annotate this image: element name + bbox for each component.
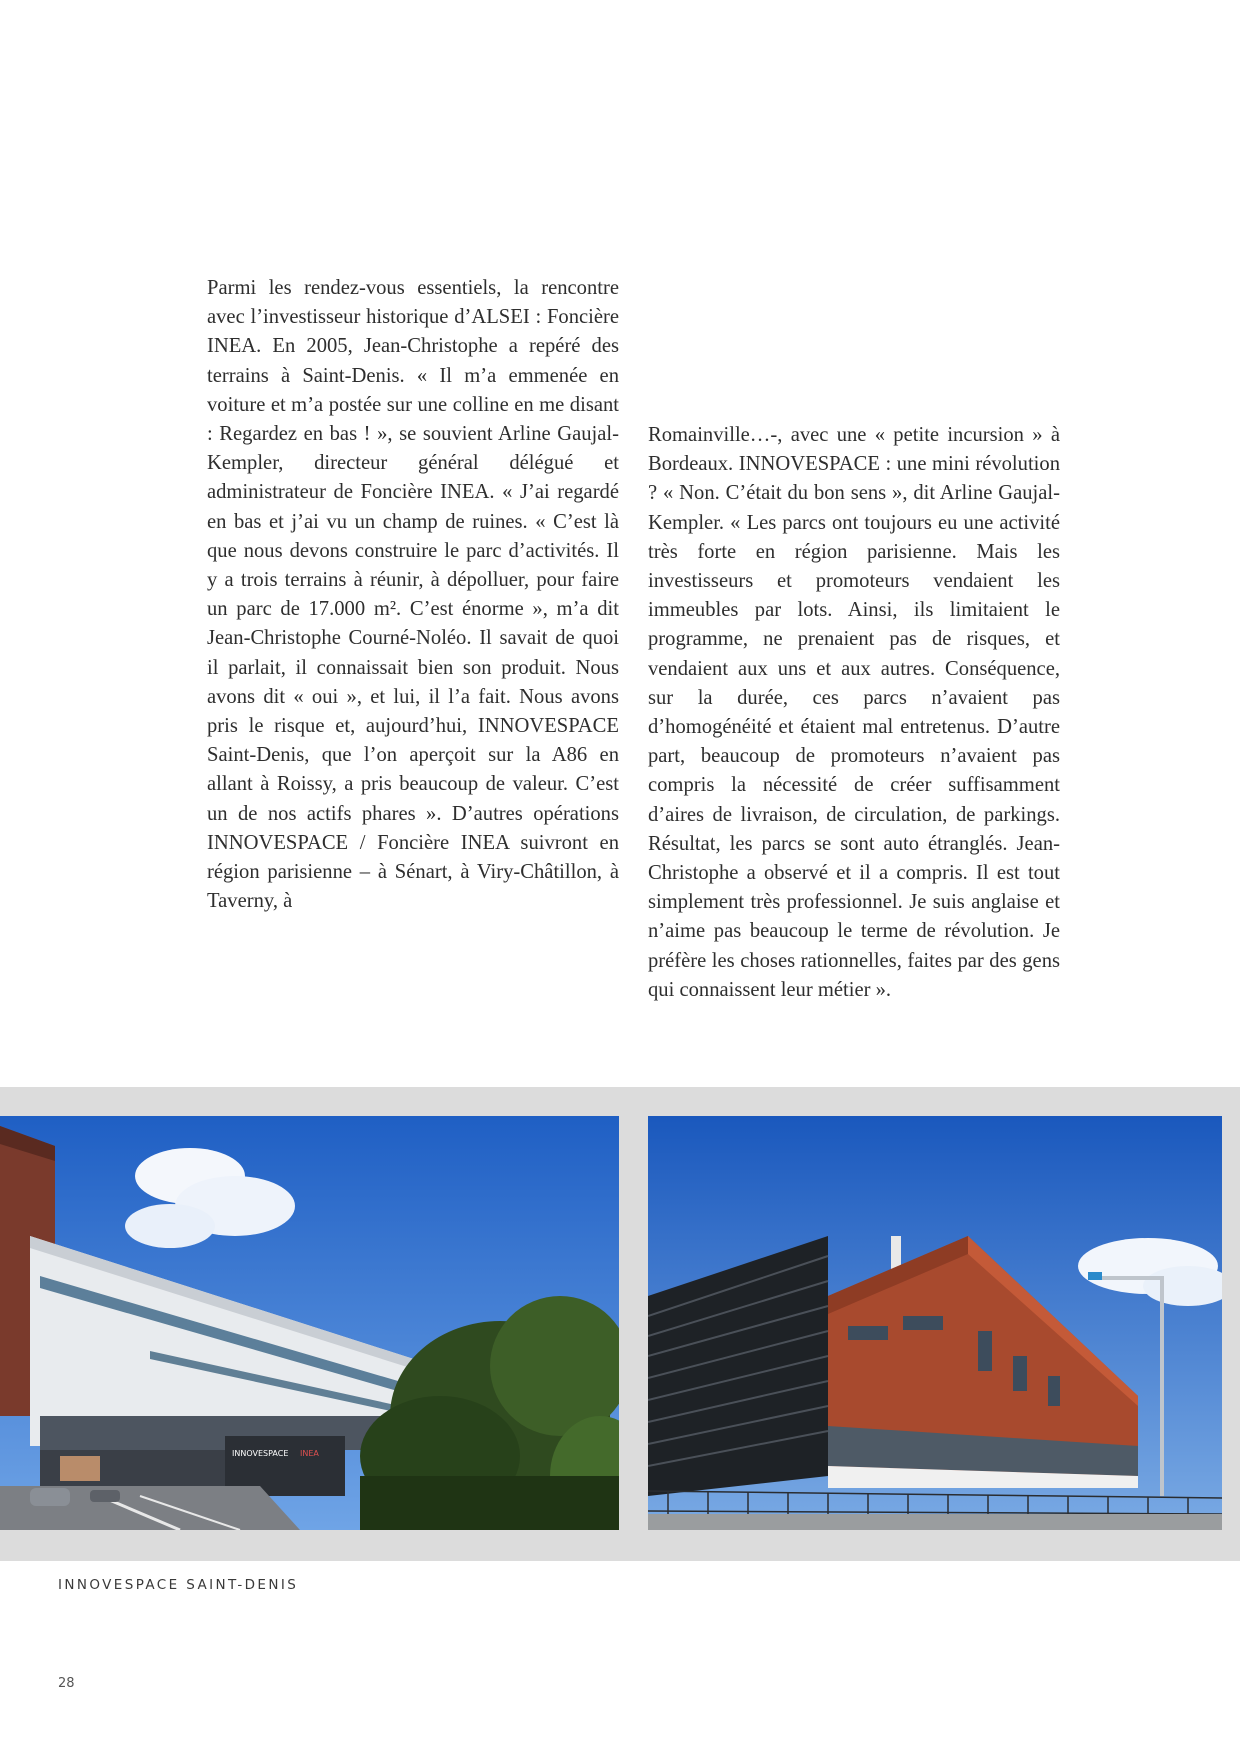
- article-paragraph-right: Romainville…-, avec une « petite incursion » à Bordeaux. INNOVESPACE : une mini révolution ? « Non. C’était du bon sens », dit Arline Gaujal-Kempler. « Les parcs ont toujours eu une activité très forte en région parisienne. Mais les investisseurs et promoteurs vendaient les immeubles par lots. Ainsi, ils limitaient le programme, ne prenaient pas de risques, et vendaient aux uns et aux autres. Conséquence, sur la durée, ces parcs n’avaient pas d’homogénéité et étaient mal entretenus. D’autre part, beaucoup de promoteurs n’avaient pas compris la nécessité de créer suffisamment d’aires de livraison, de circulation, de parkings. Résultat, les parcs se sont auto étranglés. Jean-Christophe a observé et il a compris. Il est tout simplement très professionnel. Je suis anglaise et n’aime pas beaucoup le terme de révolution. Je préfère les choses rationnelles, faites par des gens qui connaissent leur métier ».: [648, 424, 1060, 1001]
- photo-innovespace-white-building: [0, 1116, 619, 1530]
- photo-innovespace-red-building: [648, 1116, 1222, 1530]
- innovespace-sign-text: INNOVESPACE: [232, 1449, 289, 1458]
- inea-sign-text: INEA: [300, 1449, 319, 1458]
- photo-band: [0, 1087, 1240, 1561]
- photo-left-drawing: [0, 1116, 619, 1530]
- article-paragraph-left: Parmi les rendez-vous essentiels, la rencontre avec l’investisseur historique d’ALSEI : Foncière INEA. En 2005, Jean-Christophe a repéré des terrains à Saint-Denis. « Il m’a emmenée en voiture et m’a postée sur une colline en me disant : Regardez en bas ! », se souvient Arline Gaujal-Kempler, directeur général délégué et administrateur de Foncière INEA. « J’ai regardé en bas et j’ai vu un champ de ruines. « C’est là que nous devons construire le parc d’activités. Il y a trois terrains à réunir, à dépolluer, pour faire un parc de 17.000 m². C’est énorme », m’a dit Jean-Christophe Courné-Noléo. Il savait de quoi il parlait, il connaissait bien son produit. Nous avons dit « oui », et lui, il l’a fait. Nous avons pris le risque et, aujourd’hui, INNOVESPACE Saint-Denis, que l’on aperçoit sur la A86 en allant à Roissy, a pris beaucoup de valeur. C’est un de nos actifs phares ». D’autres opérations INNOVESPACE / Foncière INEA suivront en région parisienne – à Sénart, à Viry-Châtillon, à Taverny, à: [207, 277, 619, 913]
- photo-caption: INNOVESPACE SAINT-DENIS: [58, 1577, 299, 1593]
- article-column-left: [207, 274, 619, 916]
- article-column-right: [648, 421, 1060, 1005]
- photo-right-drawing: [648, 1116, 1222, 1530]
- page-number: 28: [58, 1676, 75, 1691]
